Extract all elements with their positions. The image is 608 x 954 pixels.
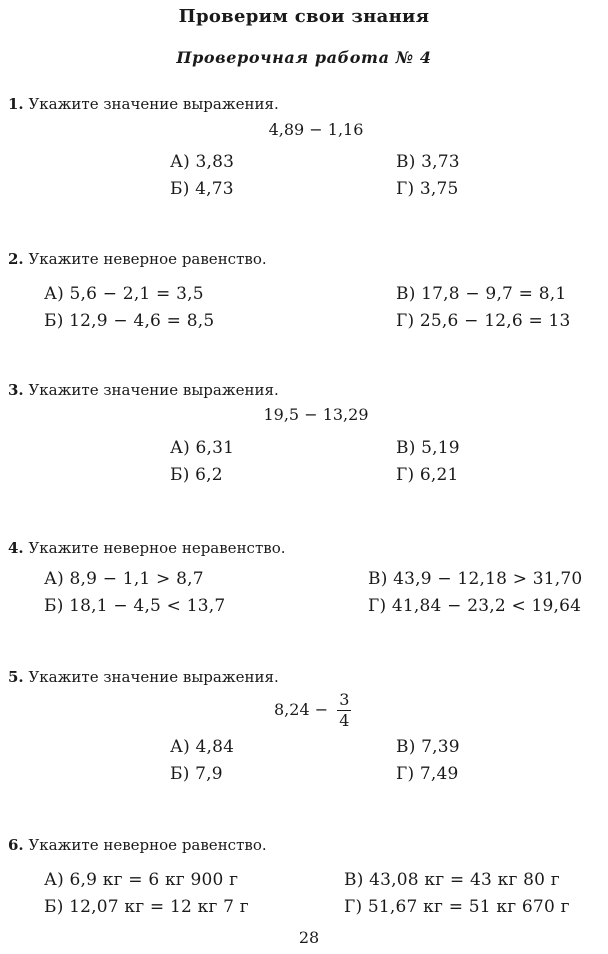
question-prompt <box>8 94 608 114</box>
question-number: 2. <box>8 250 24 268</box>
option-a[interactable]: А) 8,9 − 1,1 > 8,7 <box>44 569 204 589</box>
question-5-expression <box>274 690 351 731</box>
option-a[interactable]: А) 5,6 − 2,1 = 3,5 <box>44 284 204 304</box>
option-b[interactable]: Б) 6,2 <box>170 465 223 485</box>
question-text: Укажите неверное равенство. <box>28 250 267 268</box>
option-a[interactable]: А) 6,9 кг = 6 кг 900 г <box>44 870 239 890</box>
question-prompt <box>8 249 608 269</box>
test-title: Проверочная работа № 4 <box>176 48 432 67</box>
option-v[interactable]: В) 43,08 кг = 43 кг 80 г <box>344 870 560 890</box>
option-g[interactable]: Г) 41,84 − 23,2 < 19,64 <box>368 596 582 616</box>
option-b[interactable]: Б) 7,9 <box>170 764 223 784</box>
option-a[interactable]: А) 4,84 <box>170 737 235 757</box>
option-v[interactable]: В) 5,19 <box>396 438 460 458</box>
section-title: Проверим свои знания <box>178 6 430 27</box>
option-v[interactable]: В) 43,9 − 12,18 > 31,70 <box>368 569 583 589</box>
option-b[interactable]: Б) 12,9 − 4,6 = 8,5 <box>44 311 215 331</box>
fraction-denominator: 4 <box>339 711 350 730</box>
option-b[interactable]: Б) 4,73 <box>170 179 234 199</box>
question-prompt <box>8 538 608 558</box>
expression-left: 8,24 − <box>274 700 329 719</box>
option-g[interactable]: Г) 7,49 <box>396 764 459 784</box>
option-a[interactable]: А) 6,31 <box>170 438 235 458</box>
option-b[interactable]: Б) 18,1 − 4,5 < 13,7 <box>44 596 226 616</box>
question-2 <box>8 249 608 269</box>
option-v[interactable]: В) 7,39 <box>396 737 460 757</box>
option-g[interactable]: Г) 25,6 − 12,6 = 13 <box>396 311 571 331</box>
question-text: Укажите значение выражения. <box>28 95 279 113</box>
question-3-expression: 19,5 − 13,29 <box>263 405 369 424</box>
question-number: 6. <box>8 836 24 854</box>
question-text: Укажите значение выражения. <box>28 668 279 686</box>
question-number: 3. <box>8 381 24 399</box>
option-v[interactable]: В) 3,73 <box>396 152 460 172</box>
option-g[interactable]: Г) 3,75 <box>396 179 459 199</box>
option-a[interactable]: А) 3,83 <box>170 152 235 172</box>
question-1 <box>8 94 608 114</box>
option-g[interactable]: Г) 51,67 кг = 51 кг 670 г <box>344 897 570 917</box>
question-3 <box>8 380 608 400</box>
question-prompt <box>8 380 608 400</box>
fraction <box>337 690 351 731</box>
question-5 <box>8 667 608 687</box>
page-number: 28 <box>298 928 320 947</box>
option-g[interactable]: Г) 6,21 <box>396 465 459 485</box>
question-number: 4. <box>8 539 24 557</box>
question-4 <box>8 538 608 558</box>
option-v[interactable]: В) 17,8 − 9,7 = 8,1 <box>396 284 567 304</box>
question-6 <box>8 835 608 855</box>
question-text: Укажите неверное равенство. <box>28 836 267 854</box>
question-1-expression: 4,89 − 1,16 <box>268 120 364 139</box>
question-prompt <box>8 835 608 855</box>
fraction-numerator: 3 <box>339 690 350 709</box>
question-prompt <box>8 667 608 687</box>
question-number: 1. <box>8 95 24 113</box>
question-number: 5. <box>8 668 24 686</box>
option-b[interactable]: Б) 12,07 кг = 12 кг 7 г <box>44 897 249 917</box>
question-text: Укажите значение выражения. <box>28 381 279 399</box>
question-text: Укажите неверное неравенство. <box>28 539 286 557</box>
